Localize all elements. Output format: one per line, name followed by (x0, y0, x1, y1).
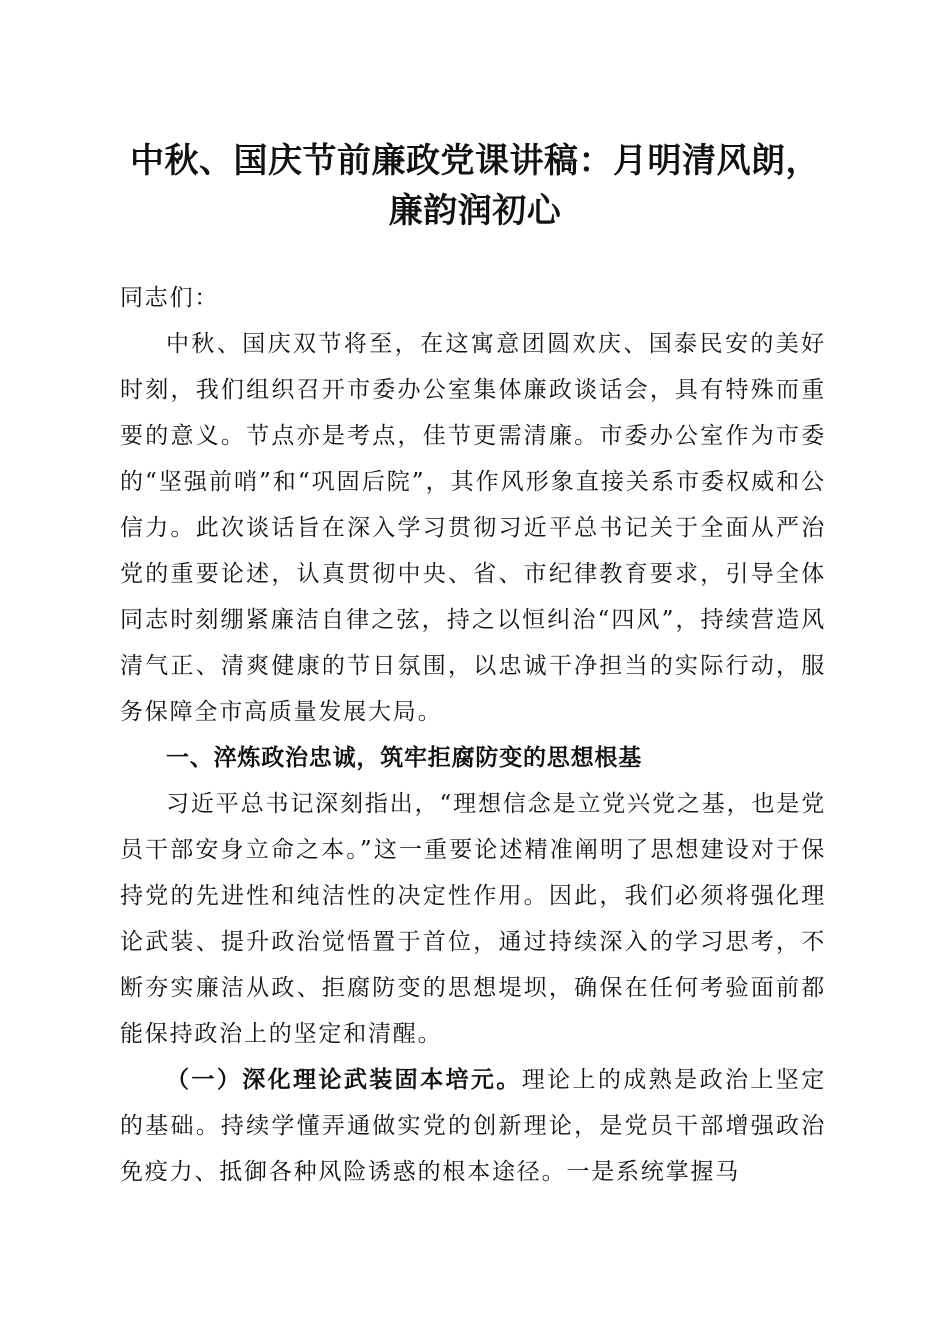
document-title (100, 136, 850, 236)
document-body (120, 275, 826, 1195)
title-line-2: 廉韵润初心 (388, 191, 562, 231)
title-line-1: 中秋、国庆节前廉政党课讲稿：月明清风朗， (130, 141, 820, 181)
section-heading-1: 一、淬炼政治忠诚，筑牢拒腐防变的思想根基 (166, 745, 642, 771)
intro-paragraph: 中秋、国庆双节将至，在这寓意团圆欢庆、国泰民安的美好时刻，我们组织召开市委办公室集体廉政谈话会，具有特殊而重要的意义。节点亦是考点，佳节更需清廉。市委办公室作为市委的“坚强前哨”和“巩固后院”，其作风形象直接关系市委权威和公信力。此次谈话旨在深入学习贯彻习近平总书记关于全面从严治党的重要论述，认真贯彻中央、省、市纪律教育要求，引导全体同志时刻绷紧廉洁自律之弦，持之以恒纠治“四风”，持续营造风清气正、清爽健康的节日氛围，以忠诚干净担当的实际行动，服务保障全市高质量发展大局。 (120, 331, 826, 725)
subsection-1-lead: （一）深化理论武装固本培元。 (166, 1066, 522, 1093)
subsection-1-text: 理论上的成熟是政治上坚定的基础。持续学懂弄通做实党的创新理论，是党员干部增强政治免疫力、抵御各种风险诱惑的根本途径。一是系统掌握马 (120, 1067, 827, 1185)
section-1-paragraph: 习近平总书记深刻指出，“理想信念是立党兴党之基，也是党员干部安身立命之本。”这一重要论述精准阐明了思想建设对于保持党的先进性和纯洁性的决定性作用。因此，我们必须将强化理论武装、提升政治觉悟置于首位，通过持续深入的学习思考，不断夯实廉洁从政、拒腐防变的思想堤坝，确保在任何考验面前都能保持政治上的坚定和清醒。 (120, 791, 826, 1047)
salutation: 同志们： (120, 285, 220, 311)
subsection-1-paragraph (120, 1057, 826, 1195)
